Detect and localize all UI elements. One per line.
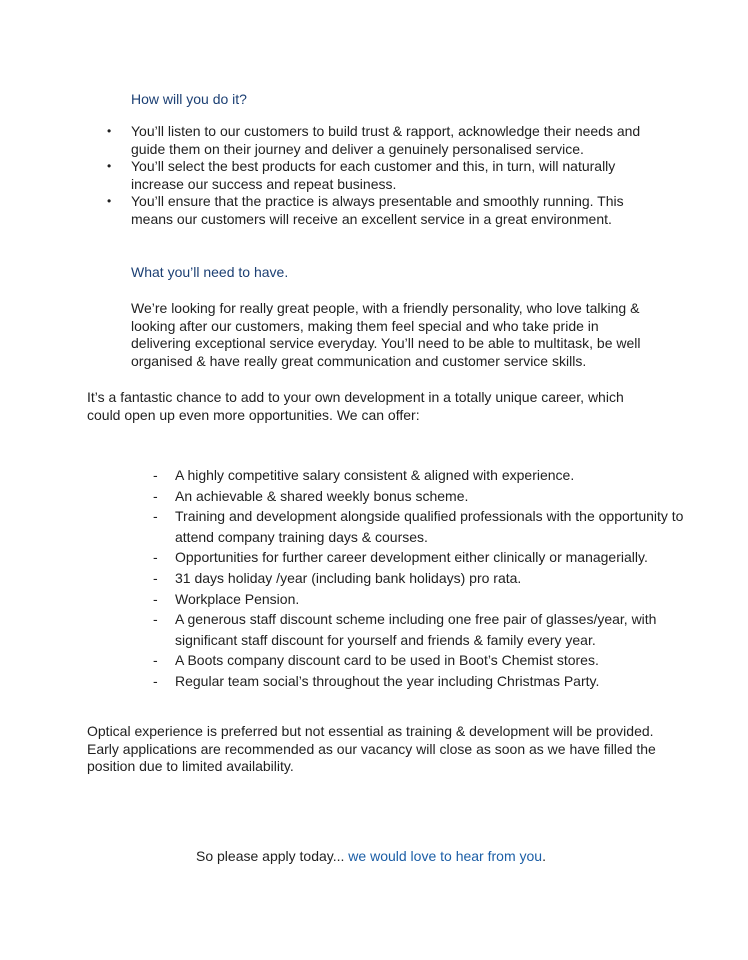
closing-period: .	[542, 848, 546, 864]
list-item-text: You’ll listen to our customers to build trust & rapport, acknowledge their needs and guide them on their journey and deliver a genuinely personalised service.	[131, 123, 641, 157]
dash-icon: -	[153, 590, 158, 607]
dash-icon: -	[153, 549, 158, 566]
requirements-paragraph: We’re looking for really great people, with a friendly personality, who love talking & looking after our customers, making them feel special and who take pride in delivering exceptional service everyday. You’ll need to be able to multitask, be well organised & have really great communication and customer service skills.	[131, 300, 641, 369]
list-item-text: 31 days holiday /year (including bank holidays) pro rata.	[175, 569, 522, 586]
dash-icon: -	[153, 652, 158, 669]
list-item	[150, 609, 690, 650]
dash-icon: -	[153, 611, 158, 628]
dash-icon: -	[153, 508, 158, 525]
closing-line	[196, 848, 546, 864]
bullet-icon: •	[107, 159, 112, 173]
benefits-list	[150, 465, 690, 692]
list-item	[106, 123, 666, 158]
list-item-text: An achievable & shared weekly bonus scheme.	[175, 487, 469, 504]
footer-paragraph: Optical experience is preferred but not essential as training & development will be provided. Early applications are recommended as our vacancy will close as soon as we have filled the position due to limited availability.	[87, 723, 656, 774]
list-item-text: Opportunities for further career development either clinically or managerially.	[175, 549, 648, 566]
bullet-icon: •	[107, 124, 112, 138]
list-item	[106, 193, 666, 228]
list-item-text: A generous staff discount scheme including one free pair of glasses/year, with significant staff discount for yourself and friends & family every year.	[175, 611, 657, 648]
list-item	[150, 547, 690, 568]
list-item	[150, 671, 690, 692]
list-item	[150, 650, 690, 671]
closing-lead: So please apply today...	[196, 848, 345, 864]
dash-icon: -	[153, 569, 158, 586]
list-item-text: Workplace Pension.	[175, 590, 300, 607]
list-item	[150, 465, 690, 486]
list-item	[150, 589, 690, 610]
dash-icon: -	[153, 467, 158, 483]
closing-highlight: we would love to hear from you	[348, 848, 543, 864]
list-item-text: Regular team social’s throughout the year including Christmas Party.	[175, 672, 600, 689]
bullet-icon: •	[107, 194, 112, 208]
list-item-text: You’ll ensure that the practice is always presentable and smoothly running. This means our customers will receive an excellent service in a great environment.	[131, 193, 624, 227]
list-item	[150, 486, 690, 507]
list-item	[150, 568, 690, 589]
list-item-text: A Boots company discount card to be used in Boot’s Chemist stores.	[175, 652, 599, 669]
section-heading-how: How will you do it?	[131, 91, 247, 107]
list-item-text: A highly competitive salary consistent & aligned with experience.	[175, 467, 575, 483]
section-heading-requirements: What you’ll need to have.	[131, 264, 289, 280]
list-item	[150, 506, 690, 547]
list-item	[106, 158, 666, 193]
list-item-text: You’ll select the best products for each customer and this, in turn, will naturally increase our success and repeat business.	[131, 158, 616, 192]
dash-icon: -	[153, 672, 158, 689]
dash-icon: -	[153, 487, 158, 504]
offer-intro-paragraph: It’s a fantastic chance to add to your own development in a totally unique career, which could open up even more opportunities. We can offer:	[87, 389, 624, 423]
responsibilities-list	[106, 123, 666, 228]
list-item-text: Training and development alongside qualified professionals with the opportunity to attend company training days & courses.	[175, 508, 684, 545]
